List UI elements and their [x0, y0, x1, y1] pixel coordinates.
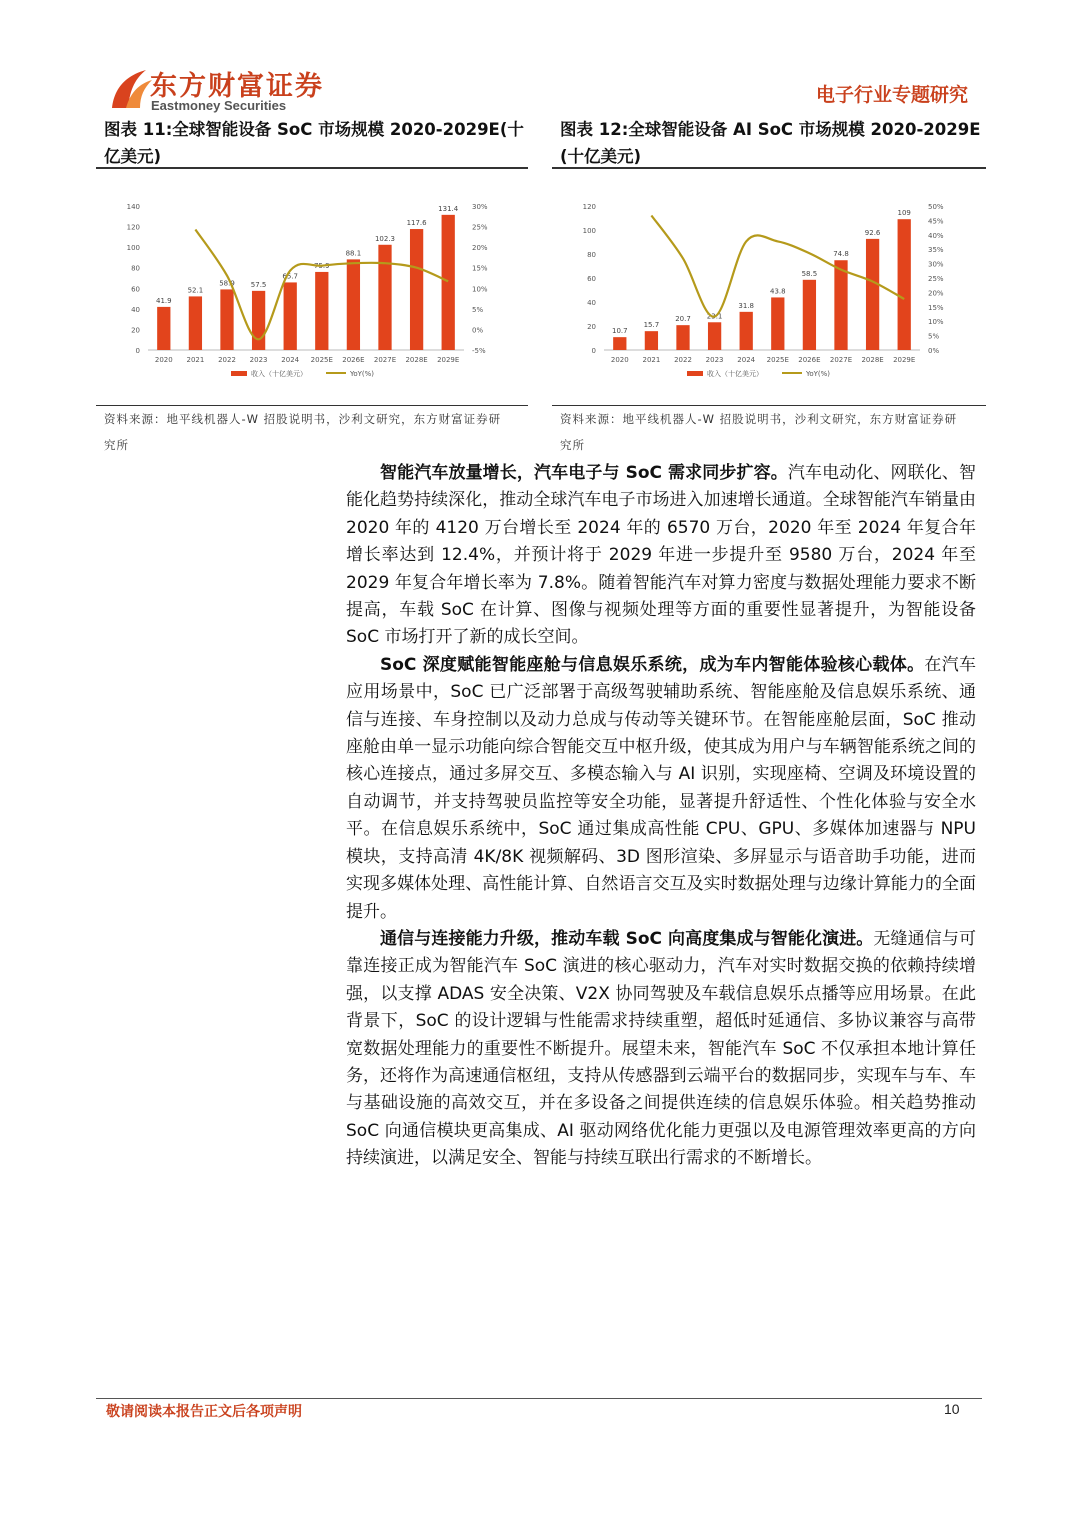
- bar: [834, 260, 847, 350]
- bar-value-label: 131.4: [438, 204, 459, 213]
- bar-value-label: 74.8: [833, 250, 849, 259]
- bar: [771, 297, 784, 350]
- company-name-cn: 东方财富证券: [150, 71, 324, 102]
- right-tick-label: 25%: [472, 223, 488, 232]
- eastmoney-logo-icon: [106, 64, 154, 112]
- bar: [803, 280, 816, 350]
- footer-disclaimer: 敬请阅读本报告正文后各项声明: [106, 1404, 302, 1420]
- bar: [252, 291, 265, 350]
- category-label: 2021: [642, 356, 661, 364]
- bar: [740, 312, 753, 350]
- category-label: 2020: [610, 356, 629, 364]
- figure-12-rule: [552, 167, 986, 169]
- paragraph-1-lead: 智能汽车放量增长，汽车电子与 SoC 需求同步扩容。: [380, 463, 788, 483]
- bar: [676, 325, 689, 350]
- category-label: 2025E: [310, 356, 333, 364]
- right-tick-label: 20%: [472, 244, 488, 253]
- figure-11-title-line1: 图表 11:全球智能设备 SoC 市场规模 2020-2029E(十: [104, 120, 524, 139]
- category-label: 2027E: [829, 356, 853, 364]
- left-tick-label: 80: [587, 251, 596, 259]
- bar-value-label: 57.5: [250, 280, 267, 289]
- page-number: 10: [944, 1401, 960, 1417]
- right-tick-label: 15%: [472, 264, 488, 273]
- left-tick-label: 60: [131, 285, 140, 294]
- category-label: 2026E: [342, 356, 365, 364]
- right-tick-label: 15%: [928, 303, 944, 312]
- left-tick-label: 40: [131, 305, 140, 314]
- figure-11-title-line2: 亿美元): [104, 147, 162, 166]
- category-label: 2027E: [373, 356, 397, 364]
- paragraph-2-text: 在汽车应用场景中，SoC 已广泛部署于高级驾驶辅助系统、智能座舱及信息娱乐系统、通信与连接、车身控制以及动力总成与传动等关键环节。在智能座舱层面，SoC 推动座舱由单一显示功能向综合智能交互中枢升级，使其成为用户与车辆智能系统之间的核心连接点，通过多屏交互、多模态输入与 AI 识别，实现座椅、空调及环境设置的自动调节，并支持驾驶员监控等安全功能，显著提升舒适性、个性化体验与安全水平。在信息娱乐系统中，SoC 通过集成高性能 CPU、GPU、多媒体加速器与 NPU 模块，支持高清 4K/8K 视频解码、3D 图形渲染、多屏显示与语音助手功能，进而实现多媒体处理、高性能计算、自然语言交互及实时数据处理与边缘计算能力的全面提升。: [346, 654, 976, 922]
- right-tick-label: 30%: [472, 203, 488, 211]
- category-label: 2029E: [437, 356, 460, 364]
- bar-value-label: 41.9: [156, 296, 172, 305]
- paragraph-2-lead: SoC 深度赋能智能座舱与信息娱乐系统，成为车内智能体验核心载体。: [380, 654, 925, 675]
- left-tick-label: 0: [591, 347, 596, 355]
- left-tick-label: 20: [131, 326, 140, 335]
- left-tick-label: 80: [131, 264, 140, 273]
- bar-value-label: 109: [897, 209, 911, 218]
- right-tick-label: 35%: [928, 246, 944, 255]
- right-tick-label: 25%: [928, 275, 944, 283]
- category-label: 2026E: [798, 356, 821, 364]
- chart-1-svg: [560, 194, 980, 384]
- bar: [410, 229, 423, 350]
- left-tick-label: 100: [126, 244, 140, 253]
- left-tick-label: 20: [587, 323, 596, 331]
- footer-rule: [96, 1398, 982, 1399]
- bar: [157, 307, 170, 350]
- bar-value-label: 88.1: [345, 249, 362, 258]
- legend-line-label: YoY(%): [806, 370, 831, 378]
- report-header: [0, 0, 1080, 118]
- left-tick-label: 40: [587, 299, 596, 307]
- figure-11-source-line2: 究所: [104, 438, 129, 452]
- category-label: 2023: [249, 356, 268, 364]
- legend-bar-swatch: [687, 371, 703, 376]
- figure-12-source-line1: 资料来源：地平线机器人-W 招股说明书，沙利文研究，东方财富证券研: [560, 412, 958, 426]
- bar: [315, 272, 328, 350]
- figure-11-chart: [104, 194, 524, 384]
- bar-value-label: 58.5: [801, 269, 818, 278]
- figure-12-chart: [560, 194, 980, 384]
- bar: [189, 296, 202, 350]
- bar: [866, 239, 879, 350]
- figure-11-source: [104, 406, 528, 458]
- report-type: 电子行业专题研究: [815, 84, 968, 106]
- right-tick-label: 10%: [472, 285, 488, 294]
- right-tick-label: 45%: [928, 217, 944, 226]
- bar-value-label: 43.8: [770, 287, 786, 296]
- legend-bar-label: 收入（十亿美元）: [707, 370, 763, 378]
- right-tick-label: 5%: [472, 305, 484, 314]
- bar-value-label: 117.6: [406, 219, 427, 228]
- bar-value-label: 102.3: [374, 234, 396, 243]
- legend-line-label: YoY(%): [350, 370, 375, 378]
- paragraph-3-text: 无缝通信与可靠连接正成为智能汽车 SoC 演进的核心驱动力，汽车对实时数据交换的依赖持续增强，以支撑 ADAS 安全决策、V2X 协同驾驶及车载信息娱乐点播等应用场景。在此背景下，SoC 的设计逻辑与性能需求持续重塑，超低时延通信、多协议兼容与高带宽数据处理能力的重要性不断提升。展望未来，智能汽车 SoC 不仅承担本地计算任务，还将作为高速通信枢纽，支持从传感器到云端平台的数据同步，实现车与车、车与基础设施的高效交互，并在多设备之间提供连续的信息娱乐体验。相关趋势推动 SoC 向通信模块更高集成、AI 驱动网络优化能力更强以及电源管理效率更高的方向持续演进，以满足安全、智能与持续互联出行需求的不断增长。: [346, 928, 976, 1169]
- bar: [898, 219, 911, 350]
- bar: [645, 331, 658, 350]
- company-name-en: Eastmoney Securities: [151, 98, 287, 113]
- bar: [442, 215, 455, 350]
- figure-12-title: [560, 116, 990, 170]
- right-tick-label: 40%: [928, 231, 944, 240]
- left-tick-label: 60: [587, 275, 596, 283]
- category-label: 2022: [674, 356, 692, 364]
- bar: [708, 322, 721, 350]
- left-tick-label: 120: [582, 203, 596, 211]
- figure-12-title-line1: 图表 12:全球智能设备 AI SoC 市场规模 2020-2029E: [560, 120, 981, 139]
- paragraph-3: [346, 926, 976, 1173]
- legend-bar-label: 收入（十亿美元）: [251, 370, 307, 378]
- figure-12-source-line2: 究所: [560, 438, 585, 452]
- body-text: [346, 460, 976, 1173]
- legend-bar-swatch: [231, 371, 247, 376]
- figure-11-source-line1: 资料来源：地平线机器人-W 招股说明书，沙利文研究，东方财富证券研: [104, 412, 502, 426]
- figure-12-title-line2: (十亿美元): [560, 147, 642, 166]
- right-tick-label: 10%: [928, 318, 944, 327]
- right-tick-label: 0%: [472, 326, 484, 335]
- right-tick-label: 50%: [928, 203, 944, 211]
- category-label: 2023: [705, 356, 724, 364]
- category-label: 2021: [186, 356, 205, 364]
- figure-12-source: [560, 406, 984, 458]
- left-tick-label: 0: [135, 347, 140, 355]
- paragraph-2: [346, 652, 976, 926]
- category-label: 2024: [281, 356, 300, 364]
- bar: [284, 282, 297, 350]
- bar-value-label: 58.9: [219, 279, 235, 288]
- category-label: 2025E: [766, 356, 789, 364]
- category-label: 2028E: [861, 356, 884, 364]
- bar: [220, 289, 233, 350]
- paragraph-1-text: 汽车电动化、网联化、智能化趋势持续深化，推动全球汽车电子市场进入加速增长通道。全球智能汽车销量由 2020 年的 4120 万台增长至 2024 年的 6570 万台，2020 年至 2024 年复合年增长率达到 12.4%，并预计将于 2029 年进一步提升至 9580 万台，2024 年至 2029 年复合年增长率为 7.8%。随着智能汽车对算力密度与数据处理能力要求不断提高，车载 SoC 在计算、图像与视频处理等方面的重要性显著提升，为智能设备 SoC 市场打开了新的成长空间。: [346, 463, 976, 648]
- bar-value-label: 92.6: [864, 228, 881, 237]
- bar: [347, 259, 360, 350]
- right-tick-label: 20%: [928, 289, 944, 298]
- figure-11-rule: [96, 167, 528, 169]
- bar: [378, 245, 391, 350]
- category-label: 2022: [218, 356, 236, 364]
- right-tick-label: -5%: [472, 347, 486, 355]
- left-tick-label: 140: [126, 203, 140, 211]
- right-tick-label: 30%: [928, 260, 944, 269]
- bar-value-label: 52.1: [187, 286, 204, 295]
- bar-value-label: 65.7: [282, 272, 298, 281]
- paragraph-3-lead: 通信与连接能力升级，推动车载 SoC 向高度集成与智能化演进。: [380, 928, 874, 949]
- bar-value-label: 75.9: [314, 261, 330, 270]
- category-label: 2024: [737, 356, 756, 364]
- chart-0-svg: [104, 194, 524, 384]
- bar-value-label: 20.7: [675, 315, 691, 324]
- left-tick-label: 100: [582, 227, 596, 235]
- right-tick-label: 0%: [928, 347, 940, 355]
- left-tick-label: 120: [126, 223, 140, 232]
- figure-11-title: [104, 116, 534, 170]
- paragraph-1: [346, 460, 976, 652]
- bar-value-label: 15.7: [643, 321, 660, 330]
- category-label: 2028E: [405, 356, 428, 364]
- bar: [613, 337, 626, 350]
- category-label: 2020: [154, 356, 173, 364]
- category-label: 2029E: [893, 356, 916, 364]
- bar-value-label: 23.1: [706, 312, 723, 321]
- right-tick-label: 5%: [928, 332, 940, 341]
- bar-value-label: 31.8: [738, 301, 754, 310]
- bar-value-label: 10.7: [612, 327, 628, 336]
